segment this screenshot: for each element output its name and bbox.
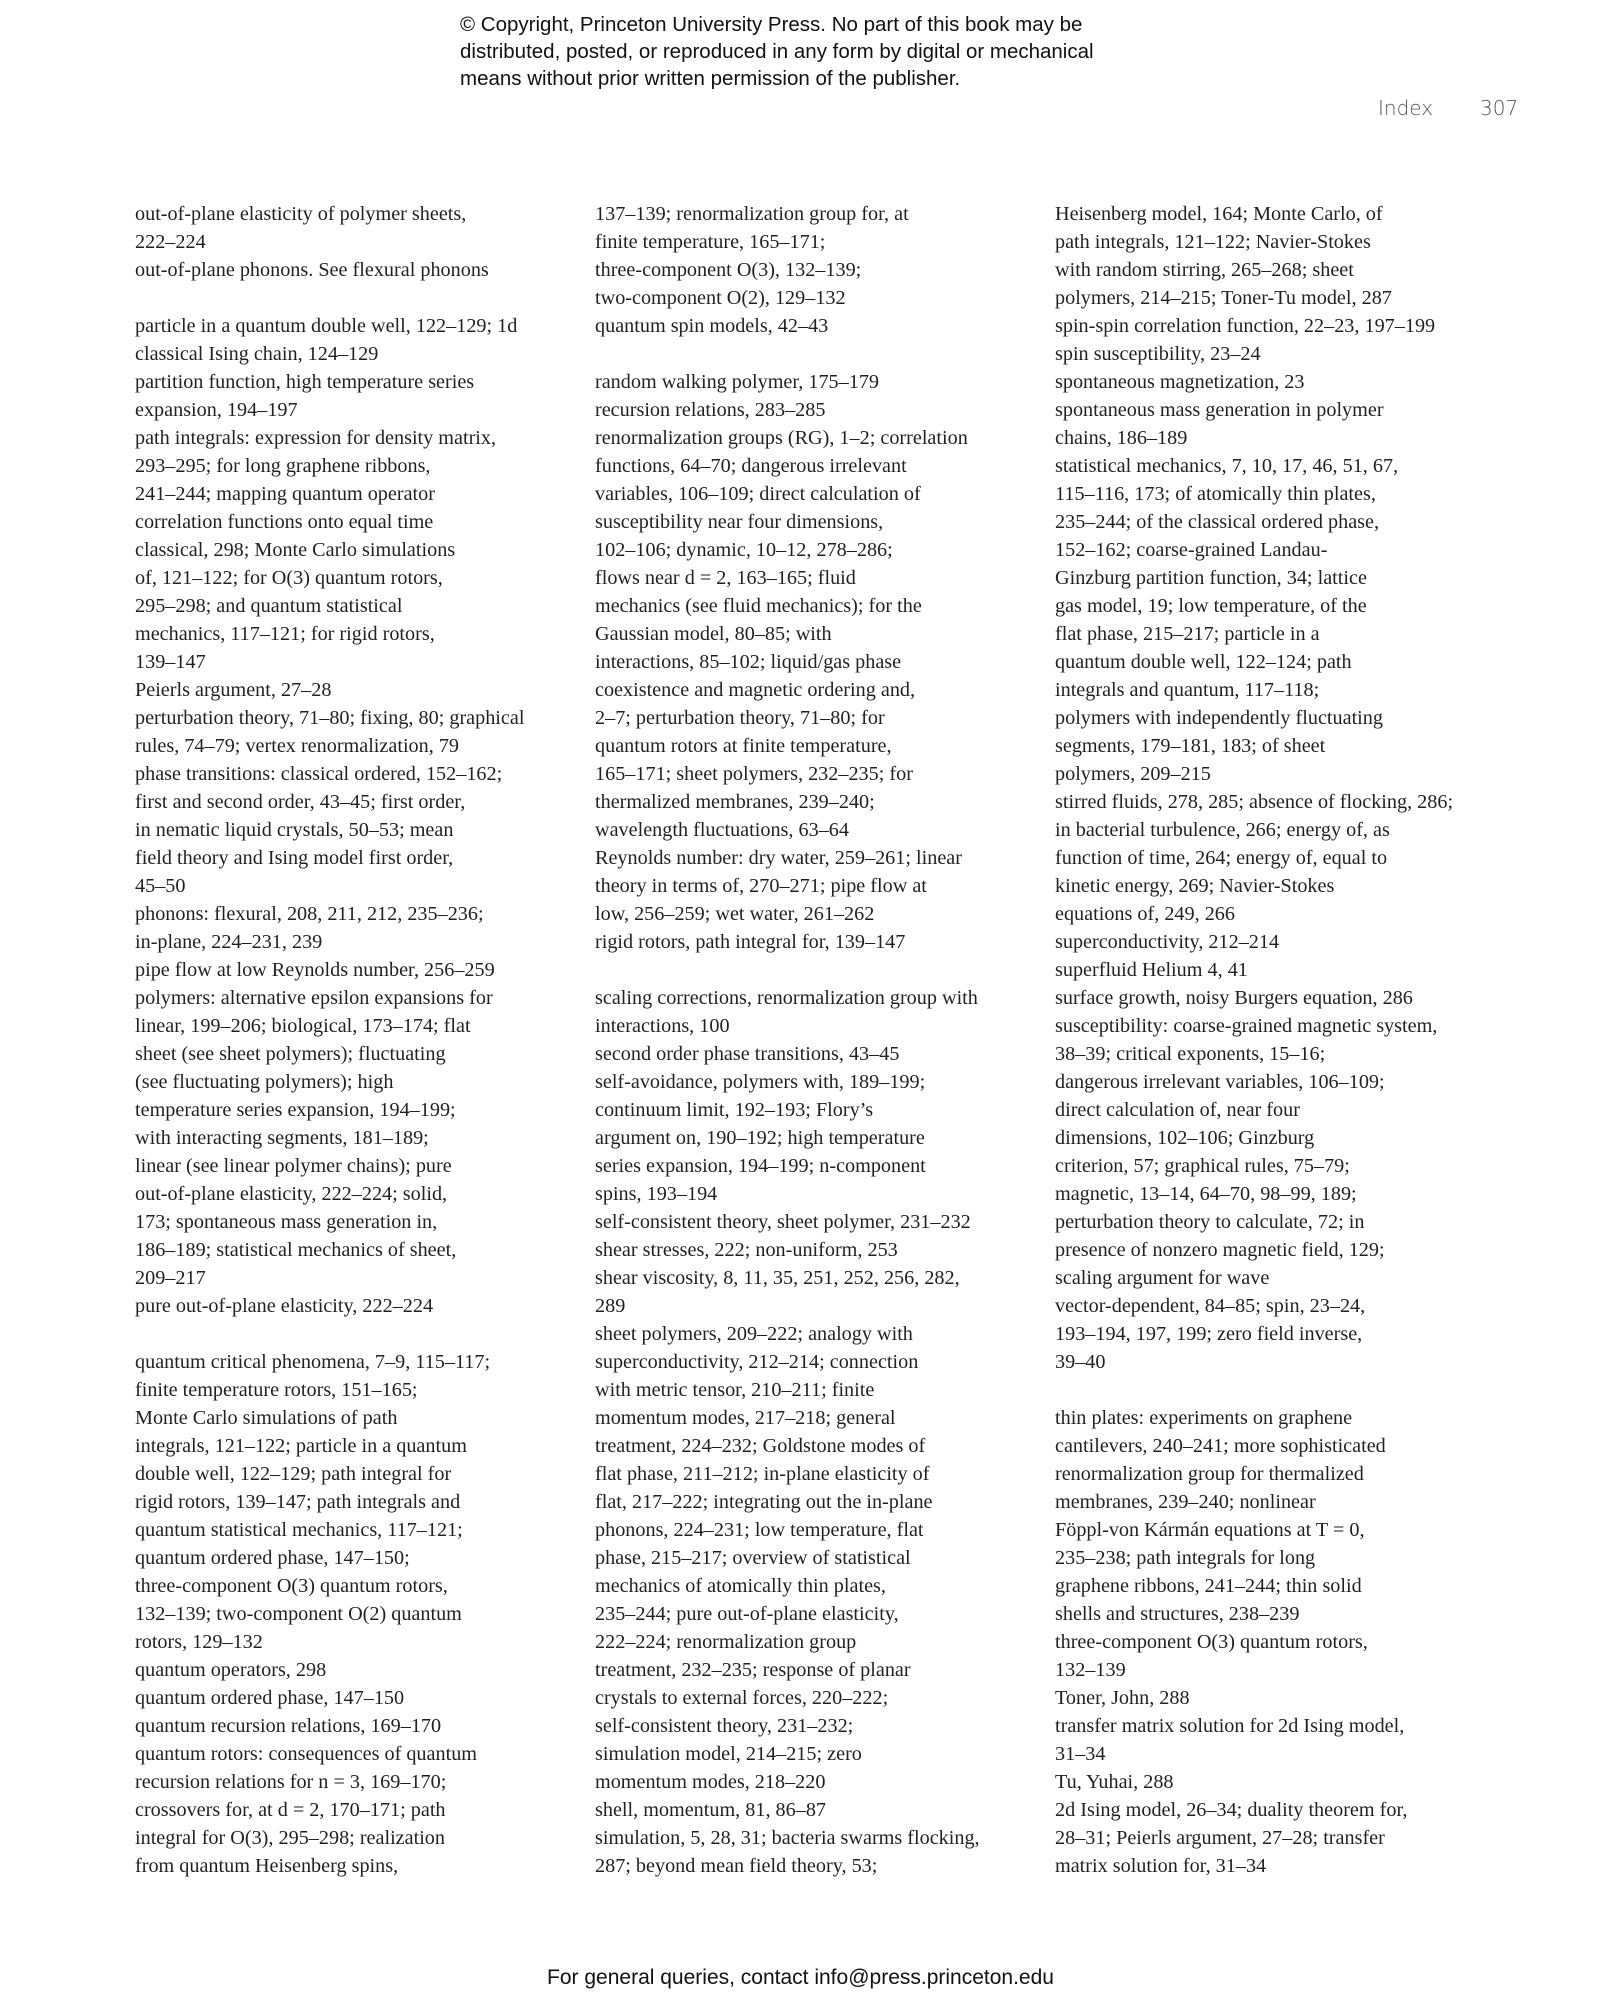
index-entry-line: segments, 179–181, 183; of sheet xyxy=(1055,735,1326,757)
index-entry-line: direct calculation of, near four xyxy=(1055,1099,1300,1121)
index-entry xyxy=(595,1236,1040,1264)
index-entry-line: quantum rotors at finite temperature, xyxy=(595,735,892,757)
index-entry-line: pure out-of-plane elasticity, 222–224 xyxy=(135,1295,434,1317)
index-entry-line: polymers: alternative epsilon expansions for xyxy=(135,987,493,1009)
index-entry xyxy=(135,312,575,368)
index-entry-line: transfer matrix solution for 2d Ising model, xyxy=(1055,1715,1405,1737)
index-entry-line: 28–31; Peierls argument, 27–28; transfer xyxy=(1055,1827,1385,1849)
index-entry-line: flat phase, 215–217; particle in a xyxy=(1055,623,1320,645)
index-entry-line: perturbation theory to calculate, 72; in xyxy=(1055,1211,1365,1233)
index-entry xyxy=(1055,928,1500,956)
index-entry-line: path integrals: expression for density matrix, xyxy=(135,427,497,449)
index-entry-line: superconductivity, 212–214; connection xyxy=(595,1351,919,1373)
index-entry-line: spin susceptibility, 23–24 xyxy=(1055,343,1261,365)
index-entry xyxy=(135,1656,575,1684)
index-entry-line: (see fluctuating polymers); high xyxy=(135,1071,394,1093)
index-entry-line: sheet (see sheet polymers); fluctuating xyxy=(135,1043,446,1065)
index-entry xyxy=(135,424,575,676)
index-entry-line: rules, 74–79; vertex renormalization, 79 xyxy=(135,735,460,757)
index-entry-line: flat, 217–222; integrating out the in-plane xyxy=(595,1491,933,1513)
index-entry-line: interactions, 100 xyxy=(595,1015,730,1037)
index-entry xyxy=(135,1348,575,1656)
index-entry-line: Föppl-von Kármán equations at T = 0, xyxy=(1055,1519,1365,1541)
index-entry-line: Toner, John, 288 xyxy=(1055,1687,1190,1709)
index-entry-line: matrix solution for, 31–34 xyxy=(1055,1855,1267,1877)
index-entry-line: polymers with independently fluctuating xyxy=(1055,707,1383,729)
index-entry xyxy=(135,900,575,956)
index-entry-line: coexistence and magnetic ordering and, xyxy=(595,679,916,701)
index-entry xyxy=(595,1068,1040,1208)
index-entry-line: function of time, 264; energy of, equal to xyxy=(1055,847,1388,869)
index-entry-line: 293–295; for long graphene ribbons, xyxy=(135,455,431,477)
index-entry-line: kinetic energy, 269; Navier-Stokes xyxy=(1055,875,1335,897)
index-entry-line: 287; beyond mean field theory, 53; xyxy=(595,1855,878,1877)
index-entry xyxy=(595,1320,1040,1796)
index-entry-line: series expansion, 194–199; n-component xyxy=(595,1155,926,1177)
index-entry-line: treatment, 232–235; response of planar xyxy=(595,1659,911,1681)
index-entry xyxy=(135,256,575,284)
index-entry-line: 137–139; renormalization group for, at xyxy=(595,203,909,225)
index-entry-line: 193–194, 197, 199; zero field inverse, xyxy=(1055,1323,1363,1345)
index-entry-line: polymers, 214–215; Toner-Tu model, 287 xyxy=(1055,287,1392,309)
index-entry xyxy=(595,200,1040,312)
index-entry-line: flows near d = 2, 163–165; fluid xyxy=(595,567,856,589)
index-entry-line: quantum ordered phase, 147–150 xyxy=(135,1687,405,1709)
index-entry-line: chains, 186–189 xyxy=(1055,427,1188,449)
index-entry-line: pipe flow at low Reynolds number, 256–259 xyxy=(135,959,495,981)
index-entry xyxy=(135,1292,575,1320)
index-entry-line: quantum double well, 122–124; path xyxy=(1055,651,1352,673)
index-entry-line: double well, 122–129; path integral for xyxy=(135,1463,452,1485)
index-entry-line: mechanics (see fluid mechanics); for the xyxy=(595,595,922,617)
index-entry-line: self-consistent theory, 231–232; xyxy=(595,1715,854,1737)
index-column-1 xyxy=(135,200,575,1880)
index-entry-line: quantum operators, 298 xyxy=(135,1659,327,1681)
index-entry-line: linear (see linear polymer chains); pure xyxy=(135,1155,452,1177)
index-entry-line: 209–217 xyxy=(135,1267,206,1289)
index-entry-line: momentum modes, 218–220 xyxy=(595,1771,826,1793)
index-entry-line: random walking polymer, 175–179 xyxy=(595,371,880,393)
index-entry xyxy=(1055,368,1500,396)
index-entry xyxy=(1055,396,1500,452)
index-entry-line: with interacting segments, 181–189; xyxy=(135,1127,429,1149)
index-entry xyxy=(595,1824,1040,1880)
index-entry-line: out-of-plane elasticity, 222–224; solid, xyxy=(135,1183,448,1205)
index-entry xyxy=(135,1740,575,1880)
index-entry-line: polymers, 209–215 xyxy=(1055,763,1211,785)
index-entry xyxy=(595,1040,1040,1068)
index-entry xyxy=(595,424,1040,844)
index-entry-line: graphene ribbons, 241–244; thin solid xyxy=(1055,1575,1362,1597)
index-column-3 xyxy=(1055,200,1500,1880)
index-entry xyxy=(1055,1012,1500,1376)
index-entry-line: 139–147 xyxy=(135,651,206,673)
footer-contact: For general queries, contact info@press.princeton.edu xyxy=(547,1966,1054,1989)
index-entry-line: 235–244; pure out-of-plane elasticity, xyxy=(595,1603,899,1625)
index-entry-line: sheet polymers, 209–222; analogy with xyxy=(595,1323,913,1345)
index-entry-line: rotors, 129–132 xyxy=(135,1631,263,1653)
index-entry-line: 295–298; and quantum statistical xyxy=(135,595,403,617)
index-entry-line: phase transitions: classical ordered, 152–162; xyxy=(135,763,503,785)
index-entry-line: variables, 106–109; direct calculation of xyxy=(595,483,921,505)
index-entry-line: quantum statistical mechanics, 117–121; xyxy=(135,1519,463,1541)
index-entry-line: surface growth, noisy Burgers equation, 286 xyxy=(1055,987,1413,1009)
index-entry-line: partition function, high temperature series xyxy=(135,371,475,393)
index-entry-line: renormalization group for thermalized xyxy=(1055,1463,1364,1485)
index-entry-line: 222–224 xyxy=(135,231,206,253)
copyright-line: distributed, posted, or reproduced in any form by digital or mechanical xyxy=(460,40,1094,63)
index-entry-line: susceptibility: coarse-grained magnetic system, xyxy=(1055,1015,1438,1037)
index-entry-line: rigid rotors, 139–147; path integrals and xyxy=(135,1491,461,1513)
index-entry-line: Gaussian model, 80–85; with xyxy=(595,623,832,645)
index-entry xyxy=(135,984,575,1292)
index-entry xyxy=(595,928,1040,956)
index-entry-line: perturbation theory, 71–80; fixing, 80; graphical xyxy=(135,707,525,729)
index-entry xyxy=(595,368,1040,396)
index-entry-line: with metric tensor, 210–211; finite xyxy=(595,1379,875,1401)
index-entry-line: 173; spontaneous mass generation in, xyxy=(135,1211,438,1233)
index-entry-line: from quantum Heisenberg spins, xyxy=(135,1855,399,1877)
index-entry xyxy=(135,1712,575,1740)
index-entry-line: mechanics, 117–121; for rigid rotors, xyxy=(135,623,435,645)
index-entry-line: three-component O(3), 132–139; xyxy=(595,259,862,281)
index-entry-line: 289 xyxy=(595,1295,626,1317)
index-entry-line: scaling argument for wave xyxy=(1055,1267,1270,1289)
index-entry xyxy=(1055,1628,1500,1684)
index-entry-line: scaling corrections, renormalization group with xyxy=(595,987,978,1009)
index-entry-line: wavelength fluctuations, 63–64 xyxy=(595,819,849,841)
index-entry-line: of, 121–122; for O(3) quantum rotors, xyxy=(135,567,443,589)
index-entry-line: equations of, 249, 266 xyxy=(1055,903,1235,925)
index-entry-line: simulation, 5, 28, 31; bacteria swarms flocking, xyxy=(595,1827,980,1849)
index-entry-line: 39–40 xyxy=(1055,1351,1106,1373)
index-entry xyxy=(1055,1684,1500,1712)
index-entry-line: superfluid Helium 4, 41 xyxy=(1055,959,1248,981)
index-entry-line: shells and structures, 238–239 xyxy=(1055,1603,1300,1625)
index-entry-line: quantum ordered phase, 147–150; xyxy=(135,1547,410,1569)
index-entry-line: criterion, 57; graphical rules, 75–79; xyxy=(1055,1155,1350,1177)
index-entry-line: rigid rotors, path integral for, 139–147 xyxy=(595,931,906,953)
index-entry xyxy=(135,368,575,424)
index-entry-line: three-component O(3) quantum rotors, xyxy=(135,1575,448,1597)
index-entry-line: 132–139; two-component O(2) quantum xyxy=(135,1603,462,1625)
copyright-line: means without prior written permission of the publisher. xyxy=(460,67,961,90)
index-entry-line: phase, 215–217; overview of statistical xyxy=(595,1547,911,1569)
index-entry-line: spins, 193–194 xyxy=(595,1183,718,1205)
index-entry xyxy=(1055,1404,1500,1628)
index-entry-line: particle in a quantum double well, 122–129; 1d xyxy=(135,315,518,337)
index-entry-line: two-component O(2), 129–132 xyxy=(595,287,846,309)
index-entry-line: classical Ising chain, 124–129 xyxy=(135,343,379,365)
index-entry-line: thermalized membranes, 239–240; xyxy=(595,791,875,813)
index-entry xyxy=(595,312,1040,340)
index-entry xyxy=(1055,984,1500,1012)
index-entry xyxy=(1055,312,1500,340)
index-entry-line: correlation functions onto equal time xyxy=(135,511,434,533)
index-entry-line: cantilevers, 240–241; more sophisticated xyxy=(1055,1435,1386,1457)
index-entry-line: linear, 199–206; biological, 173–174; flat xyxy=(135,1015,471,1037)
index-entry-line: finite temperature rotors, 151–165; xyxy=(135,1379,418,1401)
index-entry-line: quantum critical phenomena, 7–9, 115–117; xyxy=(135,1351,491,1373)
index-entry-line: Tu, Yuhai, 288 xyxy=(1055,1771,1174,1793)
index-entry xyxy=(1055,788,1500,928)
index-entry xyxy=(1055,200,1500,312)
index-entry-line: superconductivity, 212–214 xyxy=(1055,931,1280,953)
index-entry-line: Reynolds number: dry water, 259–261; linear xyxy=(595,847,962,869)
index-entry-line: statistical mechanics, 7, 10, 17, 46, 51, 67, xyxy=(1055,455,1399,477)
index-entry xyxy=(595,844,1040,928)
index-entry-line: expansion, 194–197 xyxy=(135,399,298,421)
index-entry-line: low, 256–259; wet water, 261–262 xyxy=(595,903,875,925)
index-entry-line: with random stirring, 265–268; sheet xyxy=(1055,259,1354,281)
index-entry-line: functions, 64–70; dangerous irrelevant xyxy=(595,455,907,477)
index-entry-line: dangerous irrelevant variables, 106–109; xyxy=(1055,1071,1385,1093)
index-entry xyxy=(1055,340,1500,368)
index-entry-line: continuum limit, 192–193; Flory’s xyxy=(595,1099,874,1121)
index-entry-line: 165–171; sheet polymers, 232–235; for xyxy=(595,763,913,785)
index-entry-line: magnetic, 13–14, 64–70, 98–99, 189; xyxy=(1055,1183,1357,1205)
index-entry-line: integrals, 121–122; particle in a quantum xyxy=(135,1435,467,1457)
index-entry-line: quantum rotors: consequences of quantum xyxy=(135,1743,477,1765)
index-entry-line: shear viscosity, 8, 11, 35, 251, 252, 256, 282, xyxy=(595,1267,960,1289)
page-number: 307 xyxy=(1480,96,1519,120)
index-entry-line: Ginzburg partition function, 34; lattice xyxy=(1055,567,1367,589)
index-entry-line: integrals and quantum, 117–118; xyxy=(1055,679,1320,701)
index-entry-line: Monte Carlo simulations of path xyxy=(135,1407,398,1429)
index-entry-line: quantum spin models, 42–43 xyxy=(595,315,829,337)
index-entry-line: 132–139 xyxy=(1055,1659,1126,1681)
index-entry-line: phonons, 224–231; low temperature, flat xyxy=(595,1519,924,1541)
index-entry-line: self-avoidance, polymers with, 189–199; xyxy=(595,1071,926,1093)
index-entry-line: Heisenberg model, 164; Monte Carlo, of xyxy=(1055,203,1383,225)
index-entry-line: out-of-plane phonons. See flexural phonons xyxy=(135,259,489,281)
index-entry-line: renormalization groups (RG), 1–2; correlation xyxy=(595,427,968,449)
index-entry-line: spontaneous magnetization, 23 xyxy=(1055,371,1305,393)
index-entry xyxy=(595,1796,1040,1824)
index-entry-line: stirred fluids, 278, 285; absence of flocking, 286; xyxy=(1055,791,1454,813)
index-entry-line: 45–50 xyxy=(135,875,186,897)
index-entry-line: thin plates: experiments on graphene xyxy=(1055,1407,1353,1429)
index-entry-line: vector-dependent, 84–85; spin, 23–24, xyxy=(1055,1295,1366,1317)
index-entry-line: field theory and Ising model first order, xyxy=(135,847,454,869)
index-entry xyxy=(135,200,575,256)
index-entry xyxy=(595,984,1040,1040)
running-head-title: Index xyxy=(1378,96,1434,120)
index-entry-line: shear stresses, 222; non-uniform, 253 xyxy=(595,1239,898,1261)
index-entry-line: treatment, 224–232; Goldstone modes of xyxy=(595,1435,926,1457)
index-entry-line: temperature series expansion, 194–199; xyxy=(135,1099,456,1121)
index-entry-line: integral for O(3), 295–298; realization xyxy=(135,1827,445,1849)
index-entry-line: susceptibility near four dimensions, xyxy=(595,511,884,533)
index-entry-line: momentum modes, 217–218; general xyxy=(595,1407,896,1429)
index-entry-line: recursion relations, 283–285 xyxy=(595,399,826,421)
index-entry-line: gas model, 19; low temperature, of the xyxy=(1055,595,1367,617)
index-entry-line: 186–189; statistical mechanics of sheet, xyxy=(135,1239,457,1261)
index-entry-line: 222–224; renormalization group xyxy=(595,1631,857,1653)
index-entry-line: 152–162; coarse-grained Landau- xyxy=(1055,539,1328,561)
index-entry xyxy=(595,396,1040,424)
index-entry-line: shell, momentum, 81, 86–87 xyxy=(595,1799,827,1821)
index-entry-line: 31–34 xyxy=(1055,1743,1106,1765)
index-entry xyxy=(135,676,575,704)
index-entry-line: crystals to external forces, 220–222; xyxy=(595,1687,889,1709)
index-entry xyxy=(135,704,575,760)
index-column-2 xyxy=(595,200,1040,1880)
index-entry-line: path integrals, 121–122; Navier-Stokes xyxy=(1055,231,1371,253)
index-entry xyxy=(1055,452,1500,788)
index-entry-line: classical, 298; Monte Carlo simulations xyxy=(135,539,456,561)
index-entry-line: in-plane, 224–231, 239 xyxy=(135,931,323,953)
index-entry-line: in nematic liquid crystals, 50–53; mean xyxy=(135,819,454,841)
index-entry-line: theory in terms of, 270–271; pipe flow at xyxy=(595,875,927,897)
index-entry-line: dimensions, 102–106; Ginzburg xyxy=(1055,1127,1315,1149)
index-entry xyxy=(595,1264,1040,1320)
index-entry-line: crossovers for, at d = 2, 170–171; path xyxy=(135,1799,446,1821)
index-entry-line: quantum recursion relations, 169–170 xyxy=(135,1715,442,1737)
index-entry-line: spin-spin correlation function, 22–23, 197–199 xyxy=(1055,315,1436,337)
index-entry-line: 38–39; critical exponents, 15–16; xyxy=(1055,1043,1326,1065)
index-entry-line: recursion relations for n = 3, 169–170; xyxy=(135,1771,447,1793)
index-entry-line: 241–244; mapping quantum operator xyxy=(135,483,435,505)
index-entry-line: mechanics of atomically thin plates, xyxy=(595,1575,886,1597)
index-entry-line: argument on, 190–192; high temperature xyxy=(595,1127,925,1149)
index-entry-line: out-of-plane elasticity of polymer sheets, xyxy=(135,203,467,225)
index-entry xyxy=(135,760,575,900)
index-entry-line: finite temperature, 165–171; xyxy=(595,231,826,253)
index-entry-line: 2d Ising model, 26–34; duality theorem for, xyxy=(1055,1799,1408,1821)
index-entry xyxy=(1055,956,1500,984)
index-entry-line: phonons: flexural, 208, 211, 212, 235–236; xyxy=(135,903,484,925)
index-entry xyxy=(1055,1768,1500,1796)
index-entry-line: 235–244; of the classical ordered phase, xyxy=(1055,511,1380,533)
index-entry-line: 235–238; path integrals for long xyxy=(1055,1547,1316,1569)
index-entry-line: self-consistent theory, sheet polymer, 231–232 xyxy=(595,1211,971,1233)
index-entry xyxy=(595,1208,1040,1236)
index-entry-line: presence of nonzero magnetic field, 129; xyxy=(1055,1239,1385,1261)
index-entry-line: second order phase transitions, 43–45 xyxy=(595,1043,900,1065)
index-entry-line: 115–116, 173; of atomically thin plates, xyxy=(1055,483,1376,505)
index-entry-line: interactions, 85–102; liquid/gas phase xyxy=(595,651,902,673)
index-entry-line: 2–7; perturbation theory, 71–80; for xyxy=(595,707,885,729)
index-entry-line: spontaneous mass generation in polymer xyxy=(1055,399,1384,421)
index-entry-line: flat phase, 211–212; in-plane elasticity of xyxy=(595,1463,930,1485)
index-entry xyxy=(1055,1712,1500,1768)
index-entry xyxy=(1055,1796,1500,1880)
index-entry-line: three-component O(3) quantum rotors, xyxy=(1055,1631,1368,1653)
index-entry xyxy=(135,956,575,984)
index-entry-line: simulation model, 214–215; zero xyxy=(595,1743,862,1765)
index-entry-line: in bacterial turbulence, 266; energy of, as xyxy=(1055,819,1390,841)
copyright-notice xyxy=(460,11,1220,92)
index-entry-line: first and second order, 43–45; first order, xyxy=(135,791,466,813)
index-entry-line: membranes, 239–240; nonlinear xyxy=(1055,1491,1316,1513)
index-entry xyxy=(135,1684,575,1712)
copyright-line: © Copyright, Princeton University Press. No part of this book may be xyxy=(460,13,1083,36)
index-entry-line: Peierls argument, 27–28 xyxy=(135,679,332,701)
index-entry-line: 102–106; dynamic, 10–12, 278–286; xyxy=(595,539,893,561)
